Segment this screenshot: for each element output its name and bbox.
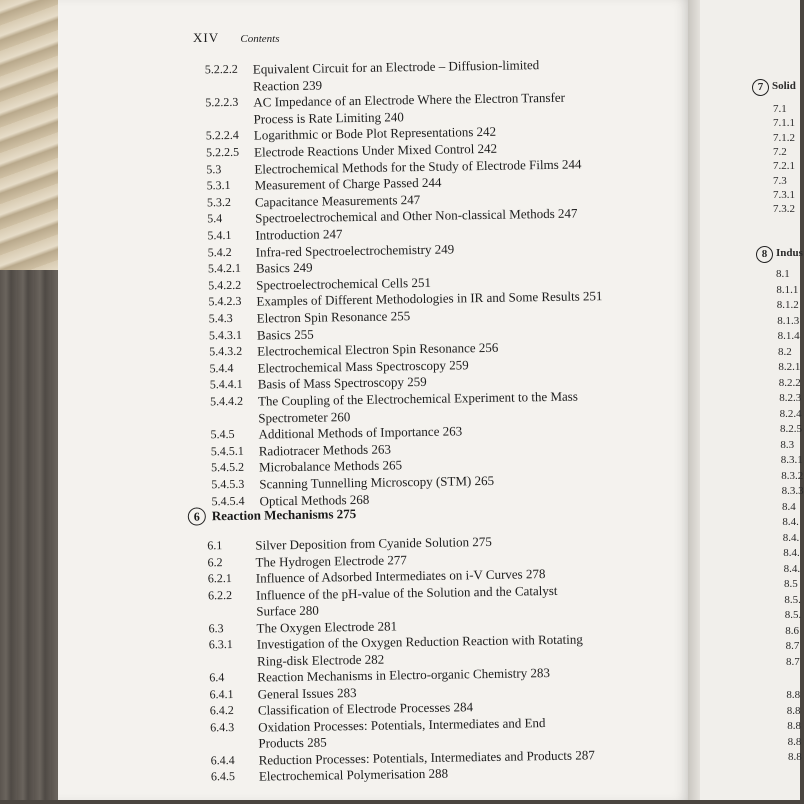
section-number: 8.2.2 <box>778 376 801 389</box>
section-number: 8.1 <box>776 268 790 280</box>
section-number: 5.4 <box>207 211 223 226</box>
section-title: Capacitance Measurements 247 <box>254 191 421 210</box>
section-number: 6.4.4 <box>210 752 235 767</box>
section-title: Introduction 247 <box>255 226 343 243</box>
section-number: 8.8 <box>786 689 801 701</box>
section-number: 8.4. <box>783 547 800 559</box>
section-number: 8.2 <box>778 345 792 358</box>
section-title: Electrochemical Methods for the Study of Electrode Films 244 <box>254 156 582 177</box>
section-title: Electron Spin Resonance 255 <box>256 308 411 326</box>
section-number: 6.4.1 <box>209 686 234 701</box>
section-number: 6.4.5 <box>210 768 236 784</box>
section-number: 8.5. <box>784 609 802 621</box>
section-number: 8.1.3 <box>777 314 800 327</box>
chapter-title: Reaction Mechanisms 275 <box>211 506 357 524</box>
section-number: 5.4.5 <box>210 427 235 442</box>
section-title: Electrochemical Electron Spin Resonance 256 <box>257 339 499 359</box>
section-number: 8.3 <box>780 438 795 451</box>
section-title: Process is Rate Limiting 240 <box>253 109 404 127</box>
section-number: 6.2.2 <box>207 587 233 602</box>
section-number: 8.8 <box>786 704 801 717</box>
section-title: Examples of Different Methodologies in IR and Some Results 251 <box>256 288 603 309</box>
section-number: 5.3.2 <box>206 194 231 210</box>
chapter-number: 6 <box>188 507 206 525</box>
section-number: 8.1.1 <box>776 283 799 296</box>
section-number: 7.2 <box>773 145 787 158</box>
section-number: 5.4.5.2 <box>210 460 245 475</box>
section-number: 5.4.3.1 <box>208 327 243 342</box>
section-number: 5.4.4 <box>209 360 234 376</box>
section-number: 5.4.2.1 <box>207 261 242 276</box>
section-number: 8.3.2 <box>781 469 804 482</box>
section-title: Reduction Processes: Potentials, Intermediates and Products 287 <box>258 746 595 768</box>
section-number: 5.4.3 <box>208 310 233 326</box>
section-number: 8.5 <box>784 578 798 590</box>
running-title: Contents <box>240 33 280 45</box>
section-title: Electrochemical Mass Spectroscopy 259 <box>257 357 469 376</box>
section-title: Reaction Mechanisms in Electro-organic Chemistry 283 <box>257 665 551 685</box>
section-title: Scanning Tunnelling Microscopy (STM) 265 <box>259 472 495 492</box>
section-number: 5.4.2.2 <box>208 277 242 293</box>
section-title: General Issues 283 <box>257 684 357 702</box>
section-title: Logarithmic or Bode Plot Representations 242 <box>253 124 497 143</box>
section-title: Influence of Adsorbed Intermediates on i-V Curves 278 <box>255 566 546 586</box>
section-number: 8.2.4 <box>779 407 802 420</box>
section-number: 8.2.3 <box>779 392 802 404</box>
right-page <box>700 0 804 800</box>
section-number: 6.4 <box>209 670 225 685</box>
section-number: 7.3.1 <box>773 188 795 201</box>
section-number: 5.2.2.5 <box>205 144 240 160</box>
section-title: Measurement of Charge Passed 244 <box>254 174 442 193</box>
section-title: AC Impedance of an Electrode Where the Electron Transfer <box>253 89 566 110</box>
section-title: Spectroelectrochemical and Other Non-classical Methods 247 <box>255 205 578 226</box>
section-number: 5.3 <box>206 161 222 176</box>
section-number: 8.4. <box>782 516 799 528</box>
section-number: 6.4.3 <box>210 719 235 734</box>
section-number: 6.1 <box>207 538 223 553</box>
section-number: 8.6 <box>785 624 799 637</box>
section-number: 5.4.1 <box>207 227 232 243</box>
section-number: 7.3 <box>773 174 787 187</box>
section-title: The Oxygen Electrode 281 <box>256 617 398 636</box>
section-number: 5.3.1 <box>206 178 231 193</box>
section-number: 7.2.1 <box>773 160 795 173</box>
section-number: 6.4.2 <box>209 702 234 718</box>
section-number: 5.2.2.4 <box>205 128 239 143</box>
section-number: 5.4.2 <box>207 244 232 259</box>
section-number: 5.2.2.3 <box>205 95 239 110</box>
section-title: Basics 249 <box>255 259 313 276</box>
section-title: Radiotracer Methods 263 <box>258 441 392 459</box>
section-number: 8.7 <box>785 640 800 652</box>
section-title: Spectrometer 260 <box>258 408 351 426</box>
section-title: Products 285 <box>258 734 327 751</box>
section-number: 8.1.4 <box>777 330 800 342</box>
section-number: 8.1.2 <box>776 299 799 311</box>
section-number: 5.4.4.2 <box>209 393 244 409</box>
section-title: Electrode Reactions Under Mixed Control 242 <box>253 140 498 160</box>
section-number: 5.4.2.3 <box>208 294 242 309</box>
section-title: Investigation of the Oxygen Reduction Reaction with Rotating <box>256 631 583 652</box>
section-number: 5.2.2.2 <box>204 61 238 77</box>
section-number: 6.3 <box>208 620 224 635</box>
section-number: 6.2 <box>207 554 223 569</box>
section-number: 7.3.2 <box>773 203 795 216</box>
section-title: The Coupling of the Electrochemical Experiment to the Mass <box>257 388 578 409</box>
chapter-title: Indus <box>776 247 803 259</box>
section-number: 8.3.1 <box>780 454 803 466</box>
section-title: Infra-red Spectroelectrochemistry 249 <box>255 241 455 260</box>
section-number: 7.1 <box>773 103 787 115</box>
section-title: Ring-disk Electrode 282 <box>256 651 385 669</box>
section-number: 8.4 <box>782 500 796 513</box>
section-title: Influence of the pH-value of the Solution and the Catalyst <box>255 582 558 603</box>
section-number: 5.4.5.4 <box>211 493 245 508</box>
section-title: Electrochemical Polymerisation 288 <box>258 765 449 784</box>
section-number: 8.4. <box>783 562 801 575</box>
section-number: 5.4.5.3 <box>211 476 245 492</box>
section-title: Oxidation Processes: Potentials, Intermediates and End <box>258 714 546 735</box>
section-number: 8.3.3 <box>781 485 804 497</box>
section-title: Equivalent Circuit for an Electrode – Diffusion-limited <box>252 57 540 77</box>
section-number: 8.7 <box>786 655 800 668</box>
section-number: 6.2.1 <box>207 570 232 586</box>
section-number: 7.1.2 <box>773 131 795 144</box>
section-number: 8.2.5 <box>780 423 802 435</box>
section-number: 8.5. <box>784 593 801 606</box>
section-title: Basics 255 <box>256 326 314 343</box>
section-title: Optical Methods 268 <box>259 491 370 509</box>
chapter-number: 7 <box>752 79 769 96</box>
section-number: 8.4. <box>782 531 800 544</box>
section-number: 7.1.1 <box>773 117 795 130</box>
section-title: Classification of Electrode Processes 284 <box>257 699 474 718</box>
section-title: Spectroelectrochemical Cells 251 <box>256 274 432 293</box>
chapter-heading <box>188 505 357 526</box>
section-number: 8.8 <box>788 751 802 763</box>
section-number: 5.4.4.1 <box>209 377 243 392</box>
section-title: The Hydrogen Electrode 277 <box>255 551 407 570</box>
chapter-number: 8 <box>756 246 773 263</box>
chapter-title: Solid <box>772 80 796 92</box>
section-title: Silver Deposition from Cyanide Solution 275 <box>255 533 492 553</box>
section-title: Surface 280 <box>256 602 319 619</box>
page-number: XIV <box>193 30 220 45</box>
section-title: Reaction 239 <box>252 77 323 94</box>
section-number: 8.8 <box>787 735 802 748</box>
section-title: Basis of Mass Spectroscopy 259 <box>257 374 427 392</box>
section-number: 6.3.1 <box>208 636 233 652</box>
section-number: 8.2.1 <box>778 361 801 373</box>
section-number: 5.4.5.1 <box>210 443 244 459</box>
section-number: 8.8 <box>787 720 801 732</box>
section-title: Additional Methods of Importance 263 <box>258 423 463 442</box>
section-title: Microbalance Methods 265 <box>258 457 403 475</box>
section-number: 5.4.3.2 <box>209 343 243 359</box>
